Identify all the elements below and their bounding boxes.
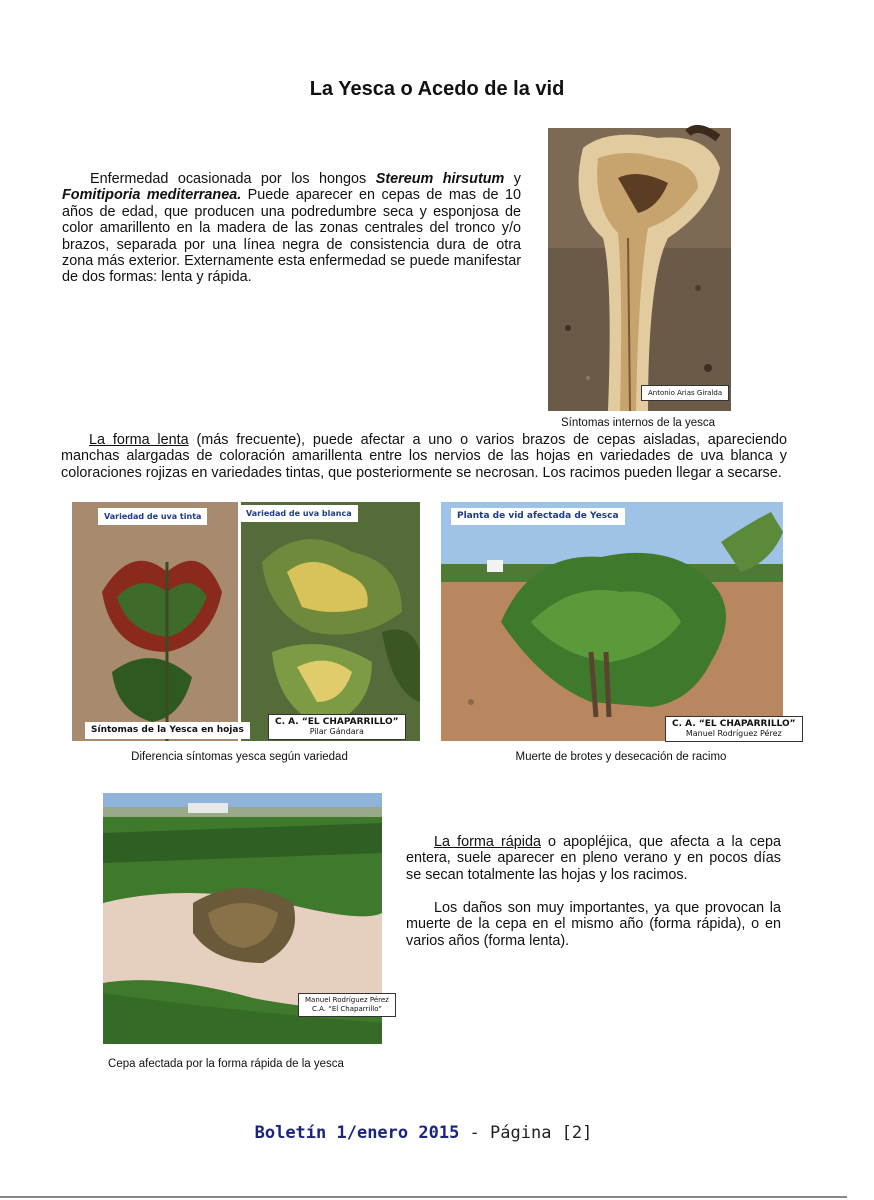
photo-tag-white-variety: Variedad de uva blanca xyxy=(240,505,358,522)
photo-tag-red-variety: Variedad de uva tinta xyxy=(98,508,207,525)
fast-form-paragraph xyxy=(406,834,781,883)
affected-plant-photo xyxy=(441,502,796,741)
intro-text: Enfermedad ocasionada por los hongos xyxy=(90,171,376,187)
credit-name: Manuel Rodríguez Pérez xyxy=(305,996,389,1004)
page-number: Página [2] xyxy=(490,1123,593,1143)
photo-caption: Diferencia síntomas yesca según variedad xyxy=(131,751,348,763)
damage-paragraph xyxy=(406,900,781,949)
damage-text: Los daños son muy importantes, ya que provocan la muerte de la cepa en el mismo año (forma rápida), o en varios años (forma lenta). xyxy=(406,900,781,949)
credit-name: Pilar Gándara xyxy=(309,727,364,736)
vineyard-field-photo xyxy=(103,793,389,1044)
fast-form-text: o apopléjica, que afecta a la cepa entera, suele aparecer en pleno verano y en pocos días se secan totalmente las hojas y los racimos. xyxy=(406,834,781,883)
slow-form-label: La forma lenta xyxy=(89,432,189,448)
fungus-name-1: Stereum hirsutum xyxy=(375,171,505,187)
photo-caption: Muerte de brotes y desecación de racimo xyxy=(515,751,727,763)
page-title: La Yesca o Acedo de la vid xyxy=(309,78,565,100)
slow-form-paragraph xyxy=(61,432,787,481)
credit-title: C. A. “EL CHAPARRILLO” xyxy=(275,717,399,727)
slow-form-text: (más frecuente), puede afectar a uno o varios brazos de cepas aisladas, apareciendo manchas alargadas de coloración amarillenta entre los nervios de las hojas en variedades de uva blanca y coloraciones rojizas en variedades tintas, que posteriormente se necrosan. Los racimos pueden llegar a secarse. xyxy=(61,432,787,481)
photo-caption: Cepa afectada por la forma rápida de la yesca xyxy=(108,1058,344,1070)
photo-credit xyxy=(268,714,406,740)
leaves-illustration xyxy=(72,502,420,741)
photo-credit xyxy=(298,993,396,1017)
fungus-name-2: Fomitiporia mediterranea. xyxy=(62,187,242,204)
trunk-illustration xyxy=(548,128,731,411)
trunk-section-photo xyxy=(548,128,731,411)
photo-tag-leaf-symptoms: Síntomas de la Yesca en hojas xyxy=(85,722,250,739)
photo-caption: Síntomas internos de la yesca xyxy=(560,417,716,429)
photo-tag-affected-plant: Planta de vid afectada de Yesca xyxy=(451,508,625,525)
intro-text: y xyxy=(504,171,521,187)
photo-credit: Antonio Arias Giralda xyxy=(641,385,729,401)
credit-title: C. A. “EL CHAPARRILLO” xyxy=(672,719,796,729)
bulletin-label: Boletín 1/enero 2015 xyxy=(254,1123,460,1143)
plant-illustration xyxy=(441,502,783,741)
bottom-rule xyxy=(0,1196,847,1198)
page-footer xyxy=(0,1123,847,1143)
credit-title: C.A. “El Chaparrillo” xyxy=(311,1005,382,1013)
fast-form-label: La forma rápida xyxy=(434,834,541,850)
leaves-comparison-photo xyxy=(72,502,420,741)
intro-text: Puede aparecer en cepas de mas de 10 años de edad, que producen una podredumbre seca y esponjosa de color amarillento en la madera de las zonas centrales del tronco y/o brazos, separada por una línea negra de consistencia dura de otra zona más exterior. Externamente esta enfermedad se puede manifestar de dos formas: lenta y rápida. xyxy=(62,187,521,286)
footer-separator: - xyxy=(459,1123,491,1143)
intro-paragraph xyxy=(62,171,521,286)
photo-credit xyxy=(665,716,803,742)
credit-name: Manuel Rodríguez Pérez xyxy=(685,729,782,738)
